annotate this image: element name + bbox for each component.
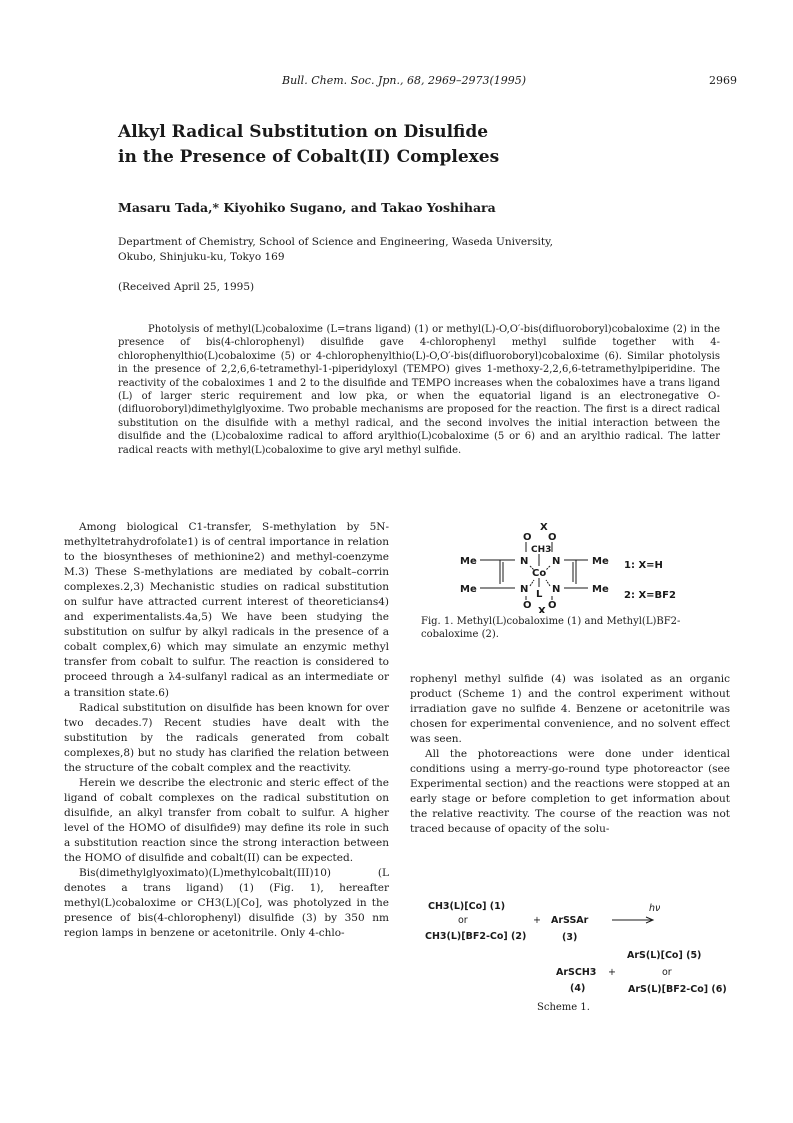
- received-date: (Received April 25, 1995): [118, 281, 255, 293]
- atom-me: Me: [460, 584, 477, 595]
- scheme-reactant-2: CH3(L)[BF2-Co] (2): [425, 931, 527, 942]
- paragraph: Bis(dimethylglyoximato)(L)methylcobalt(III)10) (L denotes a trans ligand) (1) (Fig. 1), hereafter methyl(L)cobaloxime or CH3(L)[Co], was photolyzed in the presence of bis(4-chlorophenyl) disulfide (3) by 350 nm region lamps in benzene or acetonitrile. Only 4-chlo-: [64, 867, 389, 940]
- scheme-arrow: [612, 917, 653, 923]
- atom-l: L: [536, 589, 543, 600]
- scheme-reactant-1: CH3(L)[Co] (1): [428, 901, 506, 912]
- atom-me: Me: [592, 556, 609, 567]
- scheme-hv: hν: [649, 903, 661, 914]
- body-left-column: [64, 520, 389, 941]
- page-number: 2969: [709, 74, 737, 87]
- paragraph: rophenyl methyl sulfide (4) was isolated as an organic product (Scheme 1) and the control experiment without irradiation gave no sulfide 4. Benzene or acetonitrile was chosen for experimental convenience, and no solvent effect was seen.: [410, 673, 730, 746]
- scheme-product-2b: ArS(L)[BF2-Co] (6): [628, 984, 727, 995]
- abstract: Photolysis of methyl(L)cobaloxime (L=trans ligand) (1) or methyl(L)-O,O′-bis(difluoroboryl)cobaloxime (2) in the presence of bis(4-chlorophenyl) disulfide gave 4-chlorophenyl methyl sulfide together with 4-chlorophenylthio(L)cobaloxime (5) or 4-chlorophenylthio(L)-O,O′-bis(difluoroboryl)cobaloxime (6). Similar photolysis in the presence of 2,2,6,6-tetramethyl-1-piperidyloxyl (TEMPO) gives 1-methoxy-2,2,6,6-tetramethylpiperidine. The reactivity of the cobaloximes 1 and 2 to the disulfide and TEMPO increases when the cobaloximes have a trans ligand (L) of larger steric requirement and low pka, or when the equatorial ligand is an electronegative O-(difluoroboryl)dimethylglyoxime. Two probable mechanisms are proposed for the reaction. The first is a direct radical substitution on the disulfide with a methyl radical, and the second involves the initial interaction between the disulfide and the (L)cobaloxime radical to afford arylthio(L)cobaloxime (5 or 6) and an arylthio radical. The latter radical reacts with methyl(L)cobaloxime to give aryl methyl sulfide.: [118, 324, 720, 456]
- atom-n: N: [552, 556, 561, 567]
- authors: Masaru Tada,* Kiyohiko Sugano, and Takao Yoshihara: [118, 200, 496, 215]
- scheme-plus: +: [608, 967, 616, 978]
- atom-co: Co: [532, 568, 547, 579]
- scheme-product-1: ArSCH3: [556, 967, 597, 978]
- article-title: [118, 120, 499, 170]
- atom-o: O: [523, 600, 532, 611]
- paragraph: Radical substitution on disulfide has been known for over two decades.7) Recent studies have dealt with the substitution by the radicals generated from cobalt complexes,8) but no study has clarified the relation between the structure of the cobalt complex and the reactivity.: [64, 701, 389, 774]
- affiliation: [118, 235, 553, 265]
- atom-x-top: X: [540, 522, 548, 533]
- scheme-disulfide-number: (3): [562, 932, 578, 943]
- body-right-column: [410, 672, 730, 838]
- figure1-label-1: 1: X=H: [624, 560, 663, 571]
- title-line-2: in the Presence of Cobalt(II) Complexes: [118, 147, 500, 167]
- atom-o: O: [548, 600, 557, 611]
- atom-me: Me: [460, 556, 477, 567]
- scheme-or: or: [662, 967, 672, 978]
- atom-me: Me: [592, 584, 609, 595]
- title-line-1: Alkyl Radical Substitution on Disulfide: [118, 122, 489, 142]
- atom-x-bottom: X: [538, 606, 546, 613]
- scheme1: [420, 895, 730, 1000]
- paragraph: All the photoreactions were done under identical conditions using a merry-go-round type photoreactor (see Experimental section) and the reactions were stopped at an early stage or before completion to get information about the relative reactivity. The course of the reaction was not traced because of opacity of the solu-: [410, 748, 730, 836]
- scheme-or: or: [458, 915, 468, 926]
- paragraph: Herein we describe the electronic and steric effect of the ligand of cobalt complexes on the radical substitution on disulfide, an alkyl transfer from cobalt to sulfur. A higher level of the HOMO of disulfide9) may define its role in such a substitution reaction since the strong interaction between the HOMO of disulfide and cobalt(II) can be expected.: [64, 776, 389, 865]
- scheme1-caption: Scheme 1.: [537, 1002, 590, 1013]
- scheme-disulfide: ArSSAr: [551, 915, 589, 926]
- atom-n: N: [520, 584, 529, 595]
- atom-o: O: [523, 532, 532, 543]
- paragraph: Among biological C1-transfer, S-methylation by 5N-methyltetrahydrofolate1) is of central importance in relation to the biosyntheses of methionine2) and methyl-coenzyme M.3) These S-methylations are mediated by cobalt–corrin complexes.2,3) Mechanistic studies on radical substitution on sulfur have attracted current interest of theoreticians4) and experimentalists.4a,5) We have been studying the substitution on sulfur by alkyl radicals in the presence of a cobalt complex,6) which may simulate an enzymic methyl transfer from cobalt to sulfur. The reaction is considered to proceed through a λ4-sulfanyl radical as an intermediate or a transition state.6): [64, 521, 389, 699]
- scheme-product-1-number: (4): [570, 983, 586, 994]
- figure1-label-2: 2: X=BF2: [624, 590, 676, 601]
- atom-ch3: CH3: [531, 545, 552, 555]
- atom-n: N: [552, 584, 561, 595]
- scheme-plus: +: [533, 915, 541, 926]
- scheme-product-2a: ArS(L)[Co] (5): [627, 950, 702, 961]
- affiliation-line-1: Department of Chemistry, School of Science and Engineering, Waseda University,: [118, 236, 553, 248]
- atom-n: N: [520, 556, 529, 567]
- journal-citation: Bull. Chem. Soc. Jpn., 68, 2969–2973(1995): [282, 74, 527, 87]
- figure1-structure: [460, 518, 730, 613]
- figure1-caption: Fig. 1. Methyl(L)cobaloxime (1) and Methyl(L)BF2-cobaloxime (2).: [421, 616, 681, 640]
- atom-o: O: [548, 532, 557, 543]
- affiliation-line-2: Okubo, Shinjuku-ku, Tokyo 169: [118, 251, 285, 263]
